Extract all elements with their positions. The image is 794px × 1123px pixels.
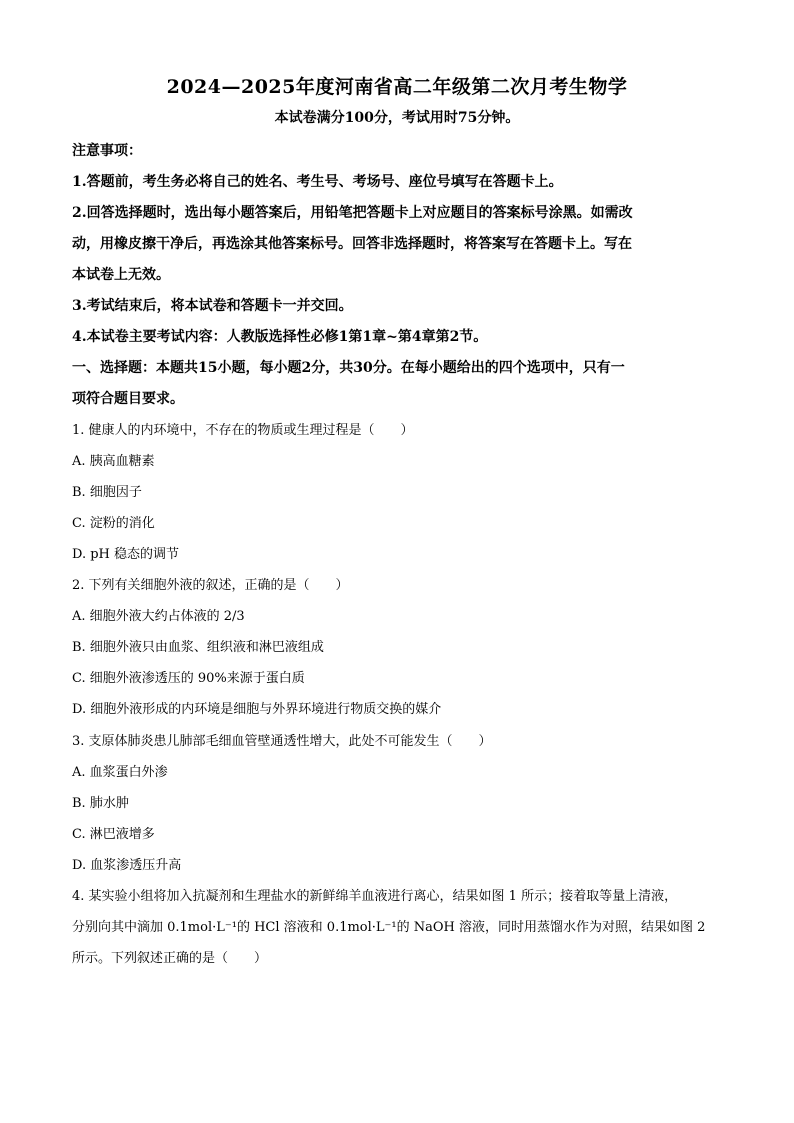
question-stem: 4. 某实验小组将加入抗凝剂和生理盐水的新鲜绵羊血液进行离心，结果如图 1 所示；接着取等量上清液， xyxy=(72,889,678,904)
option-c: C. 淋巴液增多 xyxy=(72,827,155,842)
page-title: 2024—2025年度河南省高二年级第二次月考生物学 xyxy=(166,76,628,98)
option-d: D. pH 稳态的调节 xyxy=(72,547,180,562)
note-line: 本试卷上无效。 xyxy=(72,267,170,283)
option-a: A. 血浆蛋白外渗 xyxy=(72,765,168,780)
option-c: C. 细胞外液渗透压的 90%来源于蛋白质 xyxy=(72,671,305,686)
option-d: D. 血浆渗透压升高 xyxy=(72,858,182,873)
question-stem: 1. 健康人的内环境中，不存在的物质或生理过程是（ ） xyxy=(72,423,414,438)
note-line: 2.回答选择题时，选出每小题答案后，用铅笔把答题卡上对应题目的答案标号涂黑。如需改 xyxy=(72,205,633,221)
option-a: A. 细胞外液大约占体液的 2/3 xyxy=(72,609,245,624)
note-line: 1.答题前，考生务必将自己的姓名、考生号、考场号、座位号填写在答题卡上。 xyxy=(72,174,563,190)
option-b: B. 细胞外液只由血浆、组织液和淋巴液组成 xyxy=(72,640,324,655)
note-line: 动，用橡皮擦干净后，再选涂其他答案标号。回答非选择题时，将答案写在答题卡上。写在 xyxy=(72,236,632,252)
question-stem-cont: 分别向其中滴加 0.1mol·L⁻¹的 HCl 溶液和 0.1mol·L⁻¹的 NaOH 溶液，同时用蒸馏水作为对照，结果如图 2 xyxy=(72,920,706,935)
question-stem-cont: 所示。下列叙述正确的是（ ） xyxy=(72,951,268,966)
option-a: A. 胰高血糖素 xyxy=(72,454,155,469)
section-heading-cont: 项符合题目要求。 xyxy=(72,391,184,407)
option-b: B. 肺水肿 xyxy=(72,796,129,811)
note-line: 4.本试卷主要考试内容：人教版选择性必修1第1章~第4章第2节。 xyxy=(72,329,488,345)
option-b: B. 细胞因子 xyxy=(72,485,142,500)
question-stem: 2. 下列有关细胞外液的叙述，正确的是（ ） xyxy=(72,578,349,593)
notes-heading: 注意事项： xyxy=(72,143,142,159)
note-line: 3.考试结束后，将本试卷和答题卡一并交回。 xyxy=(72,298,353,314)
section-heading: 一、选择题：本题共15小题，每小题2分，共30分。在每小题给出的四个选项中，只有一 xyxy=(72,360,625,376)
exam-info: 本试卷满分100分，考试用时75分钟。 xyxy=(274,110,520,126)
question-stem: 3. 支原体肺炎患儿肺部毛细血管壁通透性增大，此处不可能发生（ ） xyxy=(72,734,492,749)
option-d: D. 细胞外液形成的内环境是细胞与外界环境进行物质交换的媒介 xyxy=(72,702,442,717)
option-c: C. 淀粉的消化 xyxy=(72,516,155,531)
